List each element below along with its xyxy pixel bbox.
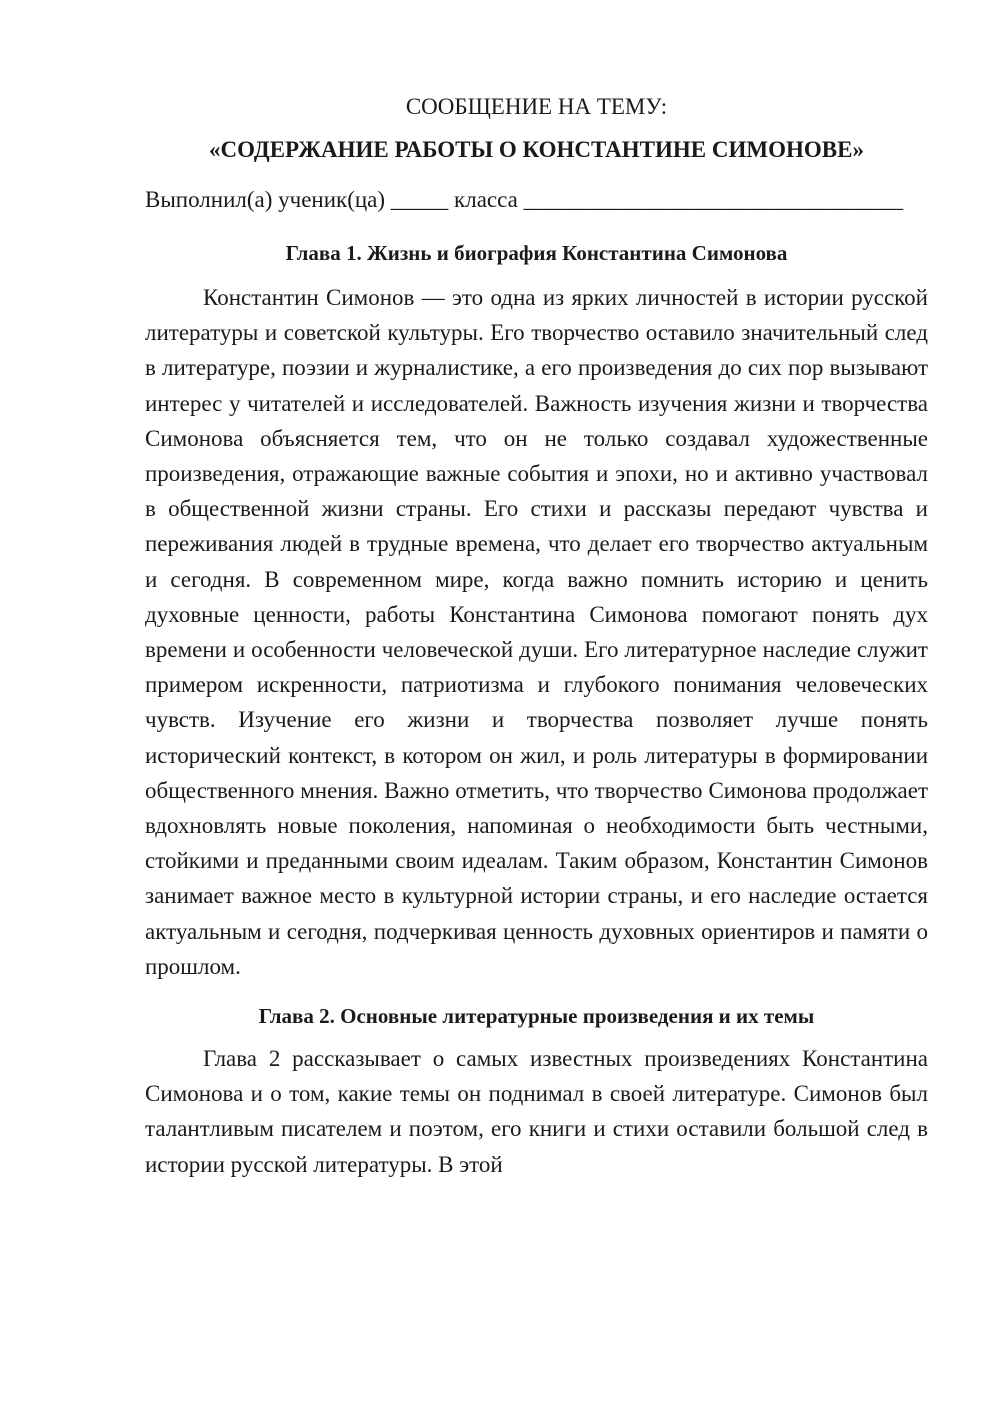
document-page xyxy=(145,92,928,1182)
document-title-line-1: СООБЩЕНИЕ НА ТЕМУ: xyxy=(405,94,668,119)
chapter-1-heading: Глава 1. Жизнь и биография Константина Симонова xyxy=(285,241,788,265)
document-title-line-2: «СОДЕРЖАНИЕ РАБОТЫ О КОНСТАНТИНЕ СИМОНОВЕ» xyxy=(209,137,864,162)
chapter-2-paragraph: Глава 2 рассказывает о самых известных произведениях Константина Симонова и о том, какие темы он поднимал в своей литературе. Симонов был талантливым писателем и поэтом, его книги и стихи оставили большой след в истории русской литературы. В этой xyxy=(145,1046,928,1177)
chapter-1-paragraph: Константин Симонов — это одна из ярких личностей в истории русской литературы и советской культуры. Его творчество оставило значительный след в литературе, поэзии и журналистике, а его произведения до сих пор вызывают интерес у читателей и исследователей. Важность изучения жизни и творчества Симонова объясняется тем, что он не только создавал художественные произведения, отражающие важные события и эпохи, но и активно участвовал в общественной жизни страны. Его стихи и рассказы передают чувства и переживания людей в трудные времена, что делает его творчество актуальным и сегодня. В современном мире, когда важно помнить историю и ценить духовные ценности, работы Константина Симонова помогают понять дух времени и особенности человеческой души. Его литературное наследие служит примером искренности, патриотизма и глубокого понимания человеческих чувств. Изучение его жизни и творчества позволяет лучше понять исторический контекст, в котором он жил, и роль литературы в формировании общественного мнения. Важно отметить, что творчество Симонова продолжает вдохновлять новые поколения, напоминая о необходимости быть честными, стойкими и преданными своим идеалам. Таким образом, Константин Симонов занимает важное место в культурной истории страны, и его наследие остается актуальным и сегодня, подчеркивая ценность духовных ориентиров и памяти о прошлом. xyxy=(145,285,928,979)
chapter-2-heading: Глава 2. Основные литературные произведения и их темы xyxy=(258,1004,815,1029)
author-line: Выполнил(а) ученик(ца) _____ класса _________________________________ xyxy=(145,187,904,212)
